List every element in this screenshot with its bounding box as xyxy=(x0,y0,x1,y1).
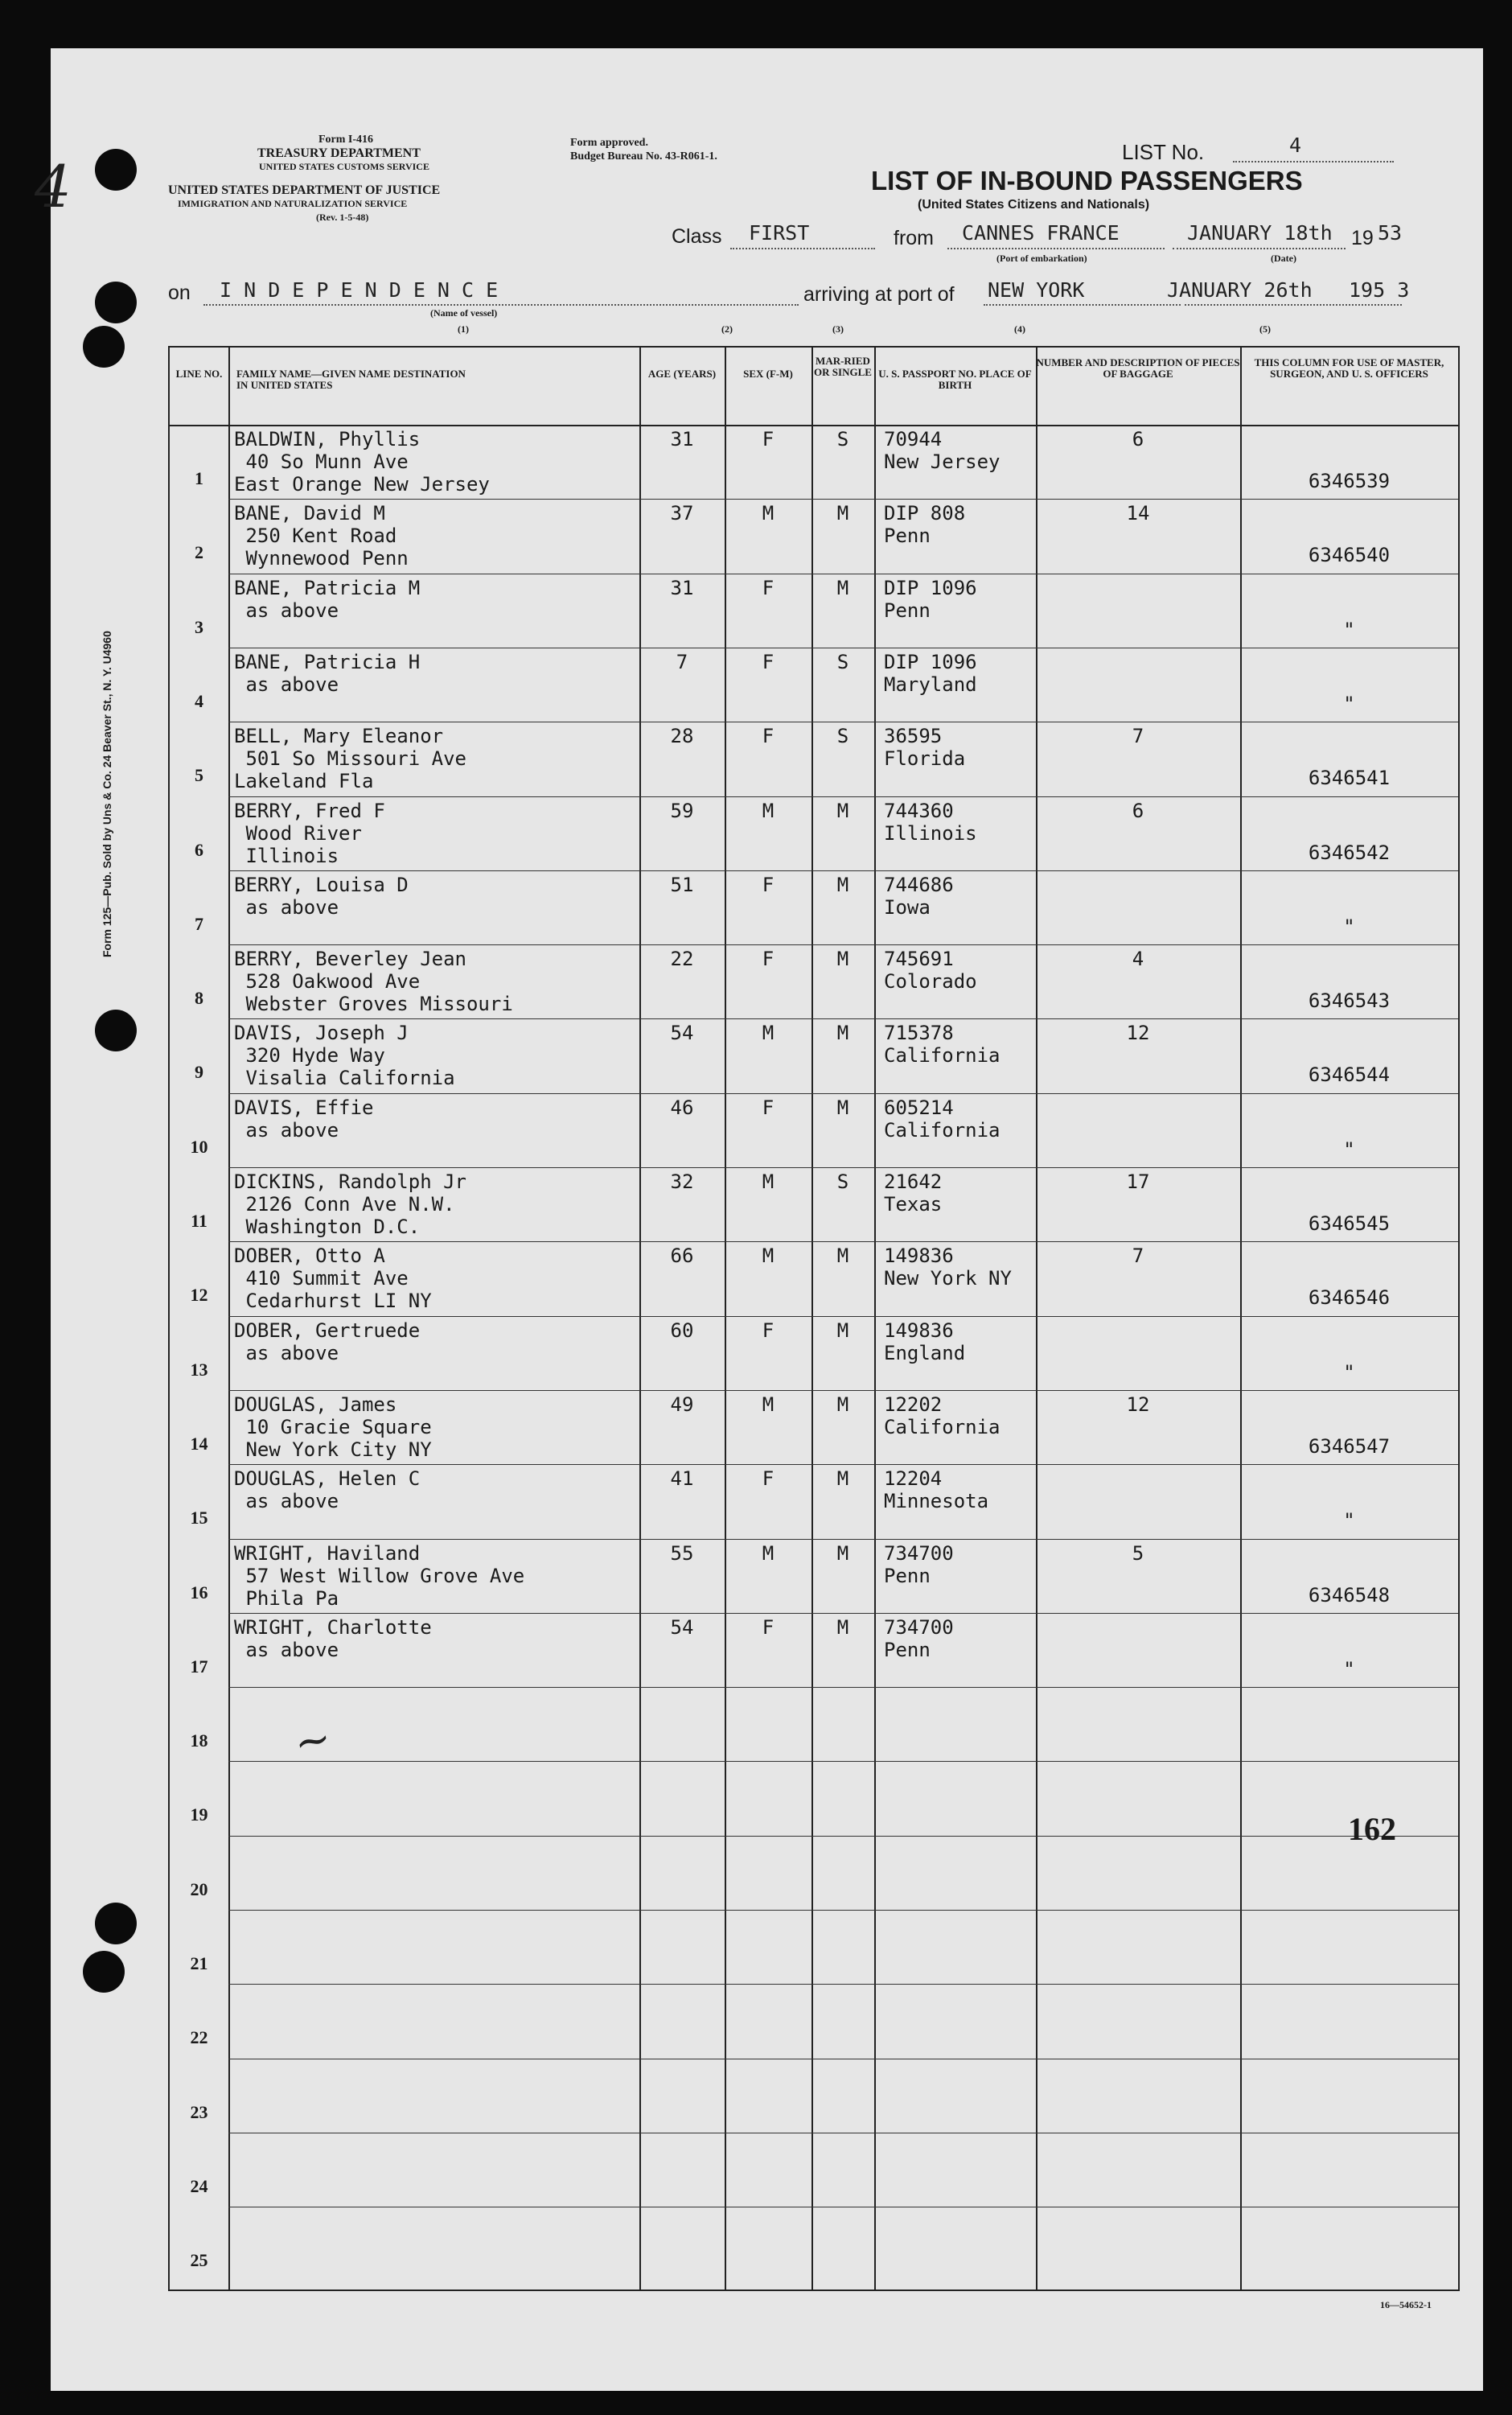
passenger-sex: F xyxy=(762,873,774,896)
line-number: 14 xyxy=(190,1433,208,1454)
marital-status: M xyxy=(836,576,849,599)
passenger-age: 37 xyxy=(670,502,694,525)
line-number: 5 xyxy=(195,765,203,786)
marital-status: M xyxy=(836,1541,849,1565)
binder-hole xyxy=(83,1951,125,1993)
line-number: 3 xyxy=(195,616,203,637)
form-approved: Form approved. xyxy=(570,137,648,149)
officer-number: 6346539 xyxy=(1308,470,1391,492)
ins-service: IMMIGRATION AND NATURALIZATION SERVICE xyxy=(178,198,408,209)
embarkation-date: JANUARY 18th xyxy=(1187,221,1333,245)
margin-mark: 4 xyxy=(35,153,72,220)
officer-number: " xyxy=(1343,1657,1355,1681)
arriving-label: arriving at port of xyxy=(803,283,955,306)
row-divider xyxy=(228,1613,1458,1614)
officer-number: 6346543 xyxy=(1308,989,1391,1013)
marital-status: M xyxy=(836,1467,849,1491)
treasury-dept: TREASURY DEPARTMENT xyxy=(257,146,421,160)
line-number: 19 xyxy=(190,1804,208,1825)
binder-hole xyxy=(95,1903,137,1944)
page-number: 162 xyxy=(1348,1811,1396,1847)
header-married: MAR-RIED OR SINGLE xyxy=(814,355,872,378)
line-number: 6 xyxy=(195,839,203,860)
justice-dept: UNITED STATES DEPARTMENT OF JUSTICE xyxy=(168,183,441,197)
row-divider xyxy=(228,1984,1458,1985)
row-divider xyxy=(228,1910,1458,1911)
baggage-count: 12 xyxy=(1126,1022,1150,1045)
passenger-name: BANE, Patricia M as above xyxy=(234,576,421,622)
passenger-name: BELL, Mary Eleanor 501 So Missouri Ave Lakeland Fla xyxy=(234,725,466,793)
revision: (Rev. 1-5-48) xyxy=(316,212,369,223)
passenger-age: 60 xyxy=(670,1319,694,1342)
embarkation-port: CANNES FRANCE xyxy=(962,221,1120,245)
passenger-age: 32 xyxy=(670,1170,694,1193)
vessel-caption: (Name of vessel) xyxy=(430,307,498,319)
passenger-name: DAVIS, Effie as above xyxy=(234,1096,374,1142)
officer-number: 6346548 xyxy=(1308,1583,1391,1607)
passenger-age: 7 xyxy=(676,650,688,673)
passenger-sex: M xyxy=(762,1170,774,1193)
passenger-name: BERRY, Fred F Wood River Illinois xyxy=(234,799,385,867)
passenger-name: WRIGHT, Charlotte as above xyxy=(234,1615,432,1661)
passport-birthplace: 715378 California xyxy=(884,1022,1000,1068)
col-num-3: (3) xyxy=(832,323,844,335)
form-subtitle: (United States Citizens and Nationals) xyxy=(918,198,1150,212)
baggage-count: 5 xyxy=(1132,1541,1144,1565)
officer-number: 6346547 xyxy=(1308,1434,1391,1458)
line-number: 7 xyxy=(195,913,203,934)
line-number: 18 xyxy=(190,1730,208,1751)
marital-status: M xyxy=(836,502,849,525)
passenger-age: 46 xyxy=(670,1096,694,1119)
passenger-name: BERRY, Beverley Jean 528 Oakwood Ave Webster Groves Missouri xyxy=(234,948,513,1016)
row-divider xyxy=(228,499,1458,500)
passport-birthplace: 36595 Florida xyxy=(884,725,966,771)
line-number: 9 xyxy=(195,1062,203,1083)
passport-birthplace: DIP 808 Penn xyxy=(884,502,966,548)
passenger-sex: F xyxy=(762,650,774,673)
passport-birthplace: 149836 New York NY xyxy=(884,1245,1012,1290)
line-number: 2 xyxy=(195,542,203,563)
customs-service: UNITED STATES CUSTOMS SERVICE xyxy=(259,161,429,172)
officer-number: " xyxy=(1343,915,1355,938)
passenger-age: 54 xyxy=(670,1615,694,1639)
passenger-age: 31 xyxy=(670,428,694,450)
passenger-sex: F xyxy=(762,1467,774,1491)
footer-code: 16—54652-1 xyxy=(1380,2299,1432,2310)
passenger-age: 22 xyxy=(670,948,694,971)
line-number: 16 xyxy=(190,1582,208,1602)
on-label: on xyxy=(168,282,191,304)
marital-status: S xyxy=(836,650,849,673)
line-number: 15 xyxy=(190,1508,208,1528)
baggage-count: 17 xyxy=(1126,1170,1150,1193)
header-line-no: LINE NO. xyxy=(175,368,223,380)
passenger-sex: F xyxy=(762,948,774,971)
handwritten-signature: ~ xyxy=(289,1711,336,1770)
row-divider xyxy=(228,796,1458,797)
arrival-port: NEW YORK xyxy=(988,278,1085,302)
passport-birthplace: 734700 Penn xyxy=(884,1615,954,1661)
form-number: Form I-416 xyxy=(318,134,374,146)
col-num-4: (4) xyxy=(1014,323,1025,335)
printer-imprint: Form 125—Pub. Sold by Uns & Co. 24 Beaver St., N. Y. U4960 xyxy=(101,631,113,957)
from-label: from xyxy=(894,227,934,249)
passport-birthplace: 745691 Colorado xyxy=(884,948,977,994)
passport-birthplace: 149836 England xyxy=(884,1319,966,1364)
passport-birthplace: 734700 Penn xyxy=(884,1541,954,1587)
row-divider xyxy=(228,870,1458,871)
officer-number: 6346541 xyxy=(1308,767,1391,790)
budget-bureau: Budget Bureau No. 43-R061-1. xyxy=(570,150,717,163)
col-num-5: (5) xyxy=(1259,323,1271,335)
line-number: 12 xyxy=(190,1285,208,1306)
line-number: 22 xyxy=(190,2027,208,2048)
header-sex: SEX (F-M) xyxy=(743,368,793,380)
passenger-sex: M xyxy=(762,502,774,525)
header-baggage: NUMBER AND DESCRIPTION OF PIECES OF BAGGAGE xyxy=(1036,356,1240,380)
passenger-age: 41 xyxy=(670,1467,694,1491)
line-number: 21 xyxy=(190,1953,208,1973)
row-divider xyxy=(228,1018,1458,1019)
list-no-value: 4 xyxy=(1289,134,1302,157)
col-num-1: (1) xyxy=(458,323,469,335)
row-divider xyxy=(228,1761,1458,1762)
passenger-name: DOUGLAS, Helen C as above xyxy=(234,1467,421,1513)
passport-birthplace: DIP 1096 Penn xyxy=(884,576,977,622)
class-value: FIRST xyxy=(749,221,810,245)
officer-number: 6346544 xyxy=(1308,1064,1391,1087)
vessel-name: I N D E P E N D E N C E xyxy=(220,278,499,302)
row-divider xyxy=(228,1167,1458,1168)
passenger-name: DOBER, Gertruede as above xyxy=(234,1319,421,1364)
line-number: 24 xyxy=(190,2175,208,2196)
passenger-sex: M xyxy=(762,1393,774,1416)
col-num-2: (2) xyxy=(721,323,733,335)
passenger-sex: F xyxy=(762,1096,774,1119)
passenger-name: DOUGLAS, James 10 Gracie Square New York City NY xyxy=(234,1393,432,1461)
baggage-count: 4 xyxy=(1132,948,1144,971)
line-number: 23 xyxy=(190,2101,208,2122)
line-number: 10 xyxy=(190,1136,208,1157)
passenger-age: 66 xyxy=(670,1245,694,1268)
passport-birthplace: 12202 California xyxy=(884,1393,1000,1438)
passenger-sex: F xyxy=(762,1615,774,1639)
passenger-sex: F xyxy=(762,1319,774,1342)
marital-status: M xyxy=(836,1022,849,1045)
row-divider xyxy=(228,1316,1458,1317)
passenger-age: 28 xyxy=(670,725,694,748)
line-number: 11 xyxy=(191,1211,207,1231)
passenger-sex: F xyxy=(762,428,774,450)
passenger-age: 59 xyxy=(670,799,694,822)
form-title: LIST OF IN-BOUND PASSENGERS xyxy=(871,166,1303,195)
binder-hole xyxy=(95,149,137,191)
passenger-sex: M xyxy=(762,1022,774,1045)
list-no-label: LIST No. xyxy=(1122,140,1205,164)
line-number: 13 xyxy=(190,1359,208,1380)
row-divider xyxy=(228,1687,1458,1688)
passport-birthplace: 21642 Texas xyxy=(884,1170,943,1216)
row-divider xyxy=(228,1241,1458,1242)
line-number: 4 xyxy=(195,690,203,711)
header-passport: U. S. PASSPORT NO. PLACE OF BIRTH xyxy=(878,368,1032,391)
passenger-name: BANE, David M 250 Kent Road Wynnewood Penn xyxy=(234,502,409,570)
passport-birthplace: 12204 Minnesota xyxy=(884,1467,989,1513)
header-officers: THIS COLUMN FOR USE OF MASTER, SURGEON, AND U. S. OFFICERS xyxy=(1254,356,1444,380)
row-divider xyxy=(228,1093,1458,1094)
date-year: 53 xyxy=(1378,221,1403,245)
marital-status: M xyxy=(836,1319,849,1342)
passenger-name: BANE, Patricia H as above xyxy=(234,650,421,696)
binder-hole xyxy=(95,1010,137,1051)
passenger-sex: M xyxy=(762,1541,774,1565)
arrival-year: 195 3 xyxy=(1349,278,1410,302)
passenger-table xyxy=(168,346,1460,2291)
passenger-age: 51 xyxy=(670,873,694,896)
date-year-prefix: 19 xyxy=(1351,227,1374,249)
marital-status: M xyxy=(836,1245,849,1268)
passenger-name: BERRY, Louisa D as above xyxy=(234,873,409,919)
marital-status: M xyxy=(836,873,849,896)
row-divider xyxy=(228,1539,1458,1540)
marital-status: S xyxy=(836,1170,849,1193)
passenger-sex: F xyxy=(762,725,774,748)
line-number: 1 xyxy=(195,468,203,488)
marital-status: M xyxy=(836,799,849,822)
class-label: Class xyxy=(672,225,722,248)
officer-number: 6346545 xyxy=(1308,1212,1391,1235)
baggage-count: 14 xyxy=(1126,502,1150,525)
passport-birthplace: 605214 California xyxy=(884,1096,1000,1142)
officer-number: 6346546 xyxy=(1308,1286,1391,1310)
row-divider xyxy=(228,1390,1458,1391)
marital-status: M xyxy=(836,1393,849,1416)
marital-status: S xyxy=(836,725,849,748)
officer-number: " xyxy=(1343,692,1355,715)
baggage-count: 7 xyxy=(1132,725,1144,748)
passenger-sex: M xyxy=(762,799,774,822)
passenger-age: 55 xyxy=(670,1541,694,1565)
arrival-date: JANUARY 26th xyxy=(1167,278,1313,302)
passenger-name: BALDWIN, Phyllis 40 So Munn Ave East Orange New Jersey xyxy=(234,428,490,496)
port-caption: (Port of embarkation) xyxy=(996,253,1087,264)
line-number: 17 xyxy=(190,1656,208,1677)
officer-number: 6346542 xyxy=(1308,841,1391,864)
line-number: 25 xyxy=(190,2250,208,2271)
row-divider xyxy=(228,1836,1458,1837)
passenger-age: 31 xyxy=(670,576,694,599)
officer-number: " xyxy=(1343,618,1355,641)
passport-birthplace: 744360 Illinois xyxy=(884,799,977,845)
baggage-count: 6 xyxy=(1132,428,1144,450)
passenger-name: DICKINS, Randolph Jr 2126 Conn Ave N.W. Washington D.C. xyxy=(234,1170,466,1238)
passenger-name: WRIGHT, Haviland 57 West Willow Grove Ave Phila Pa xyxy=(234,1541,525,1610)
manifest-sheet xyxy=(35,48,1483,2391)
row-divider xyxy=(228,1464,1458,1465)
marital-status: M xyxy=(836,1096,849,1119)
passenger-age: 54 xyxy=(670,1022,694,1045)
baggage-count: 7 xyxy=(1132,1245,1144,1268)
marital-status: M xyxy=(836,948,849,971)
marital-status: M xyxy=(836,1615,849,1639)
row-divider xyxy=(228,944,1458,945)
passenger-name: DAVIS, Joseph J 320 Hyde Way Visalia California xyxy=(234,1022,455,1090)
binder-hole xyxy=(95,282,137,323)
passenger-sex: M xyxy=(762,1245,774,1268)
passport-birthplace: 70944 New Jersey xyxy=(884,428,1000,473)
passenger-sex: F xyxy=(762,576,774,599)
header-name: FAMILY NAME—GIVEN NAME DESTINATION IN UNITED STATES xyxy=(236,368,466,391)
date-caption: (Date) xyxy=(1271,253,1296,264)
line-number: 20 xyxy=(190,1878,208,1899)
binder-hole xyxy=(83,326,125,368)
officer-number: " xyxy=(1343,1509,1355,1533)
officer-number: " xyxy=(1343,1360,1355,1384)
passport-birthplace: 744686 Iowa xyxy=(884,873,954,919)
officer-number: " xyxy=(1343,1138,1355,1161)
passenger-age: 49 xyxy=(670,1393,694,1416)
baggage-count: 6 xyxy=(1132,799,1144,822)
passport-birthplace: DIP 1096 Maryland xyxy=(884,650,977,696)
passenger-name: DOBER, Otto A 410 Summit Ave Cedarhurst LI NY xyxy=(234,1245,432,1313)
header-age: AGE (YEARS) xyxy=(647,368,717,380)
marital-status: S xyxy=(836,428,849,450)
baggage-count: 12 xyxy=(1126,1393,1150,1416)
officer-number: 6346540 xyxy=(1308,544,1391,567)
line-number: 8 xyxy=(195,988,203,1009)
